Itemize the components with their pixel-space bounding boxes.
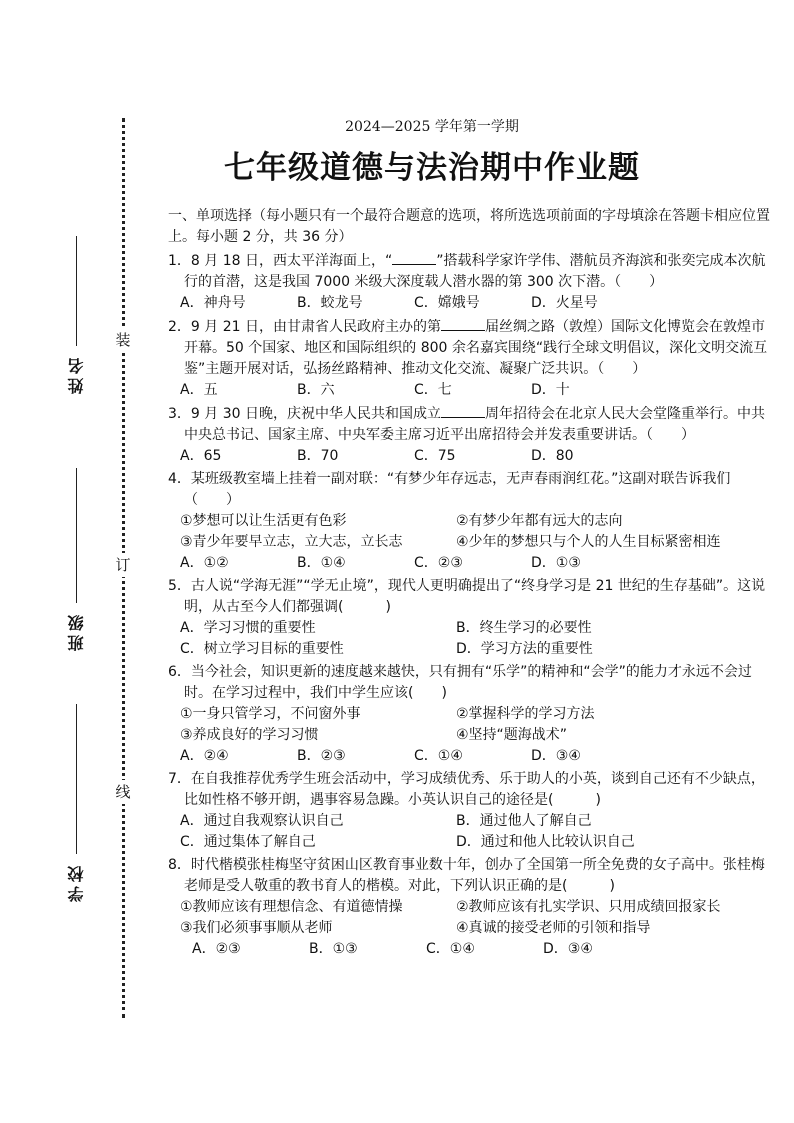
- class-label: 班级: [66, 611, 86, 651]
- question-1: [168, 250, 776, 314]
- option-c[interactable]: C．②③: [414, 555, 463, 571]
- option-row: [168, 811, 776, 832]
- fill-blank[interactable]: [441, 316, 485, 331]
- option-b[interactable]: B．①④: [297, 555, 346, 571]
- question-7: [168, 769, 776, 853]
- option-b[interactable]: B．②③: [297, 748, 346, 764]
- option-a[interactable]: A．五: [180, 382, 218, 398]
- term-subtitle: 2024—2025 学年第一学期: [345, 119, 519, 135]
- option-c[interactable]: C．通过集体了解自己: [180, 834, 316, 850]
- statement-4: ④坚持“题海战术”: [456, 727, 568, 743]
- option-row: [168, 746, 776, 767]
- school-field[interactable]: [56, 704, 96, 902]
- option-row: [168, 618, 776, 639]
- statement-2: ②掌握科学的学习方法: [456, 706, 595, 722]
- name-field[interactable]: [56, 236, 96, 394]
- statement-row: [168, 725, 776, 746]
- statement-1: ①教师应该有理想信念、有道德情操: [180, 899, 403, 915]
- option-b[interactable]: B．六: [297, 382, 335, 398]
- option-row: [168, 293, 776, 314]
- question-stem: 2．9 月 21 日，由甘肃省人民政府主办的第 届丝绸之路（敦煌）国际文化博览会在敦煌市开幕。50 个国家、地区和国际组织的 800 余名嘉宾围绕“践行全球文明倡议，深化文明交流互鉴”主题开展对话，弘扬丝路精神、推动文化交流、凝聚广泛共识。（ ）: [168, 316, 776, 380]
- option-d[interactable]: D．火星号: [531, 295, 598, 311]
- option-a[interactable]: A．学习习惯的重要性: [180, 620, 316, 636]
- question-stem: 6．当今社会，知识更新的速度越来越快，只有拥有“乐学”的精神和“会学”的能力才永远不会过时。在学习过程中，我们中学生应该( ): [168, 664, 752, 701]
- option-row: [168, 639, 776, 660]
- statement-1: ①一身只管学习，不问窗外事: [180, 706, 361, 722]
- option-c[interactable]: C．①④: [426, 941, 475, 957]
- option-d[interactable]: D．通过和他人比较认识自己: [456, 834, 635, 850]
- option-d[interactable]: D．①③: [531, 555, 581, 571]
- option-d[interactable]: D．③④: [531, 748, 581, 764]
- name-label: 姓名: [66, 354, 86, 394]
- option-c[interactable]: C．树立学习目标的重要性: [180, 641, 344, 657]
- option-d[interactable]: D．③④: [543, 941, 593, 957]
- option-row: [168, 939, 776, 960]
- binding-char-zhuang: 装: [113, 328, 133, 352]
- option-a[interactable]: A．神舟号: [180, 295, 246, 311]
- statement-row: [168, 897, 776, 918]
- question-2: [168, 316, 776, 401]
- question-stem: 4．某班级教室墙上挂着一副对联：“有梦少年存远志，无声春雨润红花。”这副对联告诉我们（ ）: [168, 471, 731, 508]
- statement-3: ③青少年要早立志，立大志，立长志: [180, 534, 403, 550]
- option-b[interactable]: B．70: [297, 448, 339, 464]
- statement-row: [168, 511, 776, 532]
- school-label: 学校: [66, 862, 86, 902]
- option-a[interactable]: A．①②: [180, 555, 229, 571]
- statement-row: [168, 704, 776, 725]
- statement-row: [168, 532, 776, 553]
- question-stem: 1．8 月 18 日，西太平洋海面上，“ ”搭载科学家许学伟、潜航员齐海滨和张奕完成本次航行的首潜，这是我国 7000 米级大深度载人潜水器的第 300 次下潜。（ ）: [168, 250, 776, 293]
- question-stem: 7．在自我推荐优秀学生班会活动中，学习成绩优秀、乐于助人的小英，谈到自己还有不少缺点，比如性格不够开朗，遇事容易急躁。小英认识自己的途径是( ): [168, 771, 765, 808]
- section-heading: 一、单项选择（每小题只有一个最符合题意的选项，将所选选项前面的字母填涂在答题卡相应位置上。每小题 2 分，共 36 分）: [168, 208, 770, 245]
- option-c[interactable]: C．75: [414, 448, 456, 464]
- option-d[interactable]: D．80: [531, 448, 574, 464]
- option-a[interactable]: A．通过自我观察认识自己: [180, 813, 344, 829]
- option-row: [168, 380, 776, 401]
- statement-2: ②教师应该有扎实学识、只用成绩回报家长: [456, 899, 721, 915]
- option-c[interactable]: C．嫦娥号: [414, 295, 480, 311]
- option-b[interactable]: B．通过他人了解自己: [456, 813, 592, 829]
- question-stem: 5．古人说“学海无涯”“学无止境”，现代人更明确提出了“终身学习是 21 世纪的生存基础”。这说明，从古至今人们都强调( ): [168, 578, 766, 615]
- option-row: [168, 832, 776, 853]
- option-b[interactable]: B．终生学习的必要性: [456, 620, 592, 636]
- question-stem: 3．9 月 30 日晚，庆祝中华人民共和国成立 周年招待会在北京人民大会堂隆重举行。中共中央总书记、国家主席、中央军委主席习近平出席招待会并发表重要讲话。（ ）: [168, 403, 776, 446]
- option-d[interactable]: D．十: [531, 382, 570, 398]
- statement-2: ②有梦少年都有远大的志向: [456, 513, 623, 529]
- option-row: [168, 446, 776, 467]
- option-a[interactable]: A．65: [180, 448, 222, 464]
- question-6: [168, 662, 776, 767]
- question-4: [168, 469, 776, 574]
- class-blank-line[interactable]: [76, 468, 77, 603]
- fill-blank[interactable]: [441, 403, 485, 418]
- statement-3: ③我们必须事事顺从老师: [180, 920, 333, 936]
- option-c[interactable]: C．①④: [414, 748, 463, 764]
- question-area: [168, 206, 776, 960]
- option-d[interactable]: D．学习方法的重要性: [456, 641, 593, 657]
- school-blank-line[interactable]: [76, 704, 77, 854]
- question-8: [168, 855, 776, 960]
- fill-blank[interactable]: [392, 250, 436, 265]
- statement-4: ④真诚的接受老师的引领和指导: [456, 920, 651, 936]
- option-b[interactable]: B．蛟龙号: [297, 295, 363, 311]
- statement-3: ③养成良好的学习习惯: [180, 727, 319, 743]
- question-stem: 8．时代楷模张桂梅坚守贫困山区教育事业数十年，创办了全国第一所全免费的女子高中。张桂梅老师是受人敬重的教书育人的楷模。对此，下列认识正确的是( ): [168, 857, 765, 894]
- statement-4: ④少年的梦想只与个人的人生目标紧密相连: [456, 534, 721, 550]
- question-3: [168, 403, 776, 467]
- statement-row: [168, 918, 776, 939]
- page-title: 七年级道德与法治期中作业题: [224, 150, 640, 186]
- option-row: [168, 553, 776, 574]
- name-blank-line[interactable]: [76, 236, 77, 346]
- binding-char-xian: 线: [113, 780, 133, 804]
- statement-1: ①梦想可以让生活更有色彩: [180, 513, 347, 529]
- binding-char-ding: 订: [113, 553, 133, 577]
- option-c[interactable]: C．七: [414, 382, 452, 398]
- option-b[interactable]: B．①③: [309, 941, 358, 957]
- class-field[interactable]: [56, 468, 96, 651]
- option-a[interactable]: A．②③: [192, 941, 241, 957]
- option-a[interactable]: A．②④: [180, 748, 229, 764]
- question-5: [168, 576, 776, 660]
